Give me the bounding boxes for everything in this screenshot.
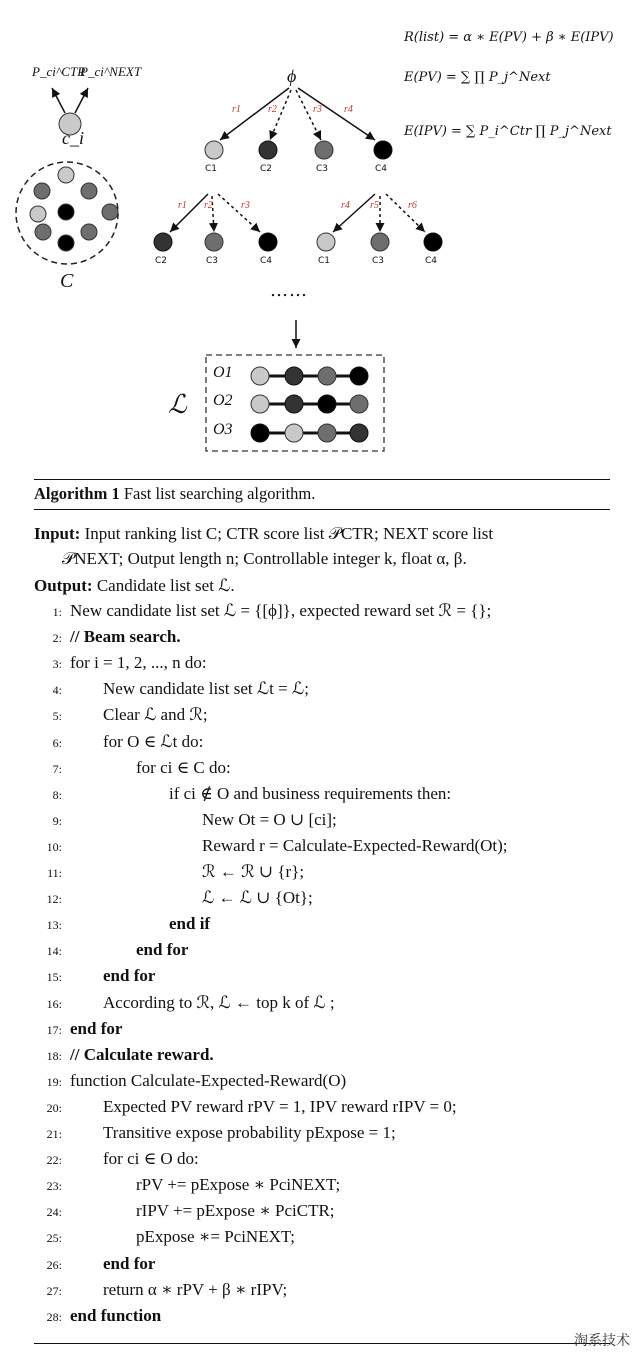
algorithm-line: [34, 1043, 214, 1067]
tree-node-l2: [371, 233, 389, 251]
line-text: Transitive expose probability pExpose = 1;: [103, 1123, 396, 1142]
input-line-2: [62, 547, 467, 571]
label-l2-c3: C3: [206, 256, 219, 266]
edge-left-r3: [218, 194, 260, 232]
line-text: According to ℛ, ℒ ← top k of ℒ ;: [103, 992, 335, 1012]
tree-node-l2: [317, 233, 335, 251]
algorithm-line: [34, 1069, 346, 1093]
edge-r3: [296, 90, 321, 140]
algorithm-line: [34, 1121, 396, 1145]
label-r2: r2: [268, 104, 277, 115]
label-c2: C2: [260, 164, 273, 174]
label-left-r1: r1: [178, 200, 187, 211]
label-o2: O2: [213, 392, 233, 409]
label-o3: O3: [213, 421, 233, 438]
line-number: 14:: [46, 944, 62, 959]
line-text: Clear ℒ and ℛ;: [103, 705, 208, 725]
row-node: [251, 395, 269, 413]
label-pctr: P_ci^CTR: [32, 64, 86, 79]
label-l2-c1: C1: [318, 256, 331, 266]
set-node: [35, 224, 51, 240]
line-text: end for: [103, 966, 156, 986]
line-number: 20:: [46, 1100, 62, 1115]
line-number: 22:: [46, 1153, 62, 1168]
line-number: 1:: [52, 605, 62, 620]
line-text: rIPV += pExpose ∗ PciCTR;: [136, 1201, 335, 1221]
algorithm-line: [34, 1252, 155, 1276]
line-number: 10:: [46, 839, 62, 854]
arrow-next: [75, 88, 88, 113]
set-node: [34, 183, 50, 199]
row-node: [350, 424, 368, 442]
algorithm-line: [34, 834, 508, 858]
line-text: function Calculate-Expected-Reward(O): [70, 1070, 347, 1090]
line-text: if ci ∉ O and business requirements then:: [169, 783, 452, 803]
algorithm-mid-rule: [34, 509, 610, 510]
line-number: 13:: [46, 918, 62, 933]
algorithm-line: [34, 703, 208, 727]
edge-right-r4: [333, 194, 375, 232]
line-text: Expected PV reward rPV = 1, IPV reward rIPV = 0;: [103, 1096, 457, 1116]
input-line-1: [34, 522, 493, 546]
line-text: end for: [70, 1018, 123, 1038]
label-l2-c4b: C4: [425, 256, 438, 266]
line-number: 7:: [52, 761, 62, 776]
tree-node-c2: [259, 141, 277, 159]
line-number: 27:: [46, 1283, 62, 1298]
set-node: [58, 167, 74, 183]
set-node: [81, 183, 97, 199]
edge-left-r1: [170, 194, 208, 232]
algorithm-line: [34, 782, 451, 806]
line-text: ℒ ← ℒ ∪ {Ot};: [202, 888, 313, 908]
set-node: [58, 235, 74, 251]
line-text: end function: [70, 1305, 162, 1325]
watermark: 淘系技术: [574, 1333, 630, 1349]
algorithm-line: [34, 808, 337, 832]
label-L: ℒ: [168, 390, 187, 419]
line-number: 26:: [46, 1257, 62, 1272]
algorithm-line: [34, 1304, 161, 1328]
input-text-1: Input ranking list C; CTR score list 𝒫CTR; NEXT score list: [84, 524, 494, 543]
tree-node-c1: [205, 141, 223, 159]
algorithm-top-rule: [34, 479, 610, 480]
label-right-r6: r6: [408, 200, 417, 211]
line-number: 2:: [52, 631, 62, 646]
line-number: 6:: [52, 735, 62, 750]
algorithm-line: [34, 860, 304, 884]
label-r1: r1: [232, 104, 241, 115]
label-left-r2: r2: [204, 200, 213, 211]
line-text: New Ot = O ∪ [ci];: [202, 809, 337, 829]
formula-eipv: E(IPV) = ∑ P_i^Ctr ∏ P_j^Next: [404, 124, 612, 139]
line-text: pExpose ∗= PciNEXT;: [136, 1227, 296, 1247]
output-text: Candidate list set ℒ.: [96, 576, 235, 595]
label-phi: ϕ: [287, 66, 297, 86]
label-l2-c3b: C3: [372, 256, 385, 266]
algorithm-title-text: Fast list searching algorithm.: [123, 484, 316, 503]
line-text: end if: [169, 914, 211, 934]
label-c1: C1: [205, 164, 218, 174]
algorithm-line: [34, 1199, 335, 1223]
label-l2-c2: C2: [155, 256, 168, 266]
line-text: return α ∗ rPV + β ∗ rIPV;: [103, 1279, 288, 1299]
set-node: [30, 206, 46, 222]
formula-reward: R(list) = α ∗ E(PV) + β ∗ E(IPV): [404, 30, 614, 45]
algorithm-line: [34, 1225, 295, 1249]
line-number: 28:: [46, 1309, 62, 1324]
line-number: 23:: [46, 1179, 62, 1194]
label-r3: r3: [313, 104, 322, 115]
row-node: [318, 395, 336, 413]
line-text: end for: [136, 940, 189, 960]
label-c3: C3: [316, 164, 329, 174]
edge-right-r6: [386, 194, 425, 232]
algorithm-title: [34, 484, 315, 504]
algorithm-bottom-rule: [34, 1343, 610, 1344]
tree-node-l2: [259, 233, 277, 251]
label-c4: C4: [375, 164, 388, 174]
line-text: Reward r = Calculate-Expected-Reward(Ot);: [202, 835, 508, 855]
tree-node-c3: [315, 141, 333, 159]
line-number: 15:: [46, 970, 62, 985]
algorithm-line: [34, 625, 181, 649]
line-text: for O ∈ ℒt do:: [103, 731, 204, 751]
edge-r4: [298, 88, 375, 140]
label-ci: c_i: [62, 128, 84, 148]
line-number: 24:: [46, 1205, 62, 1220]
line-number: 8:: [52, 787, 62, 802]
algorithm-line: [34, 651, 207, 675]
algorithm-line: [34, 756, 231, 780]
input-text-2: 𝒫NEXT; Output length n; Controllable integer k, float α, β.: [62, 549, 467, 568]
algorithm-title-bold: Algorithm 1: [34, 484, 120, 503]
row-node: [285, 395, 303, 413]
line-text: New candidate list set ℒt = ℒ;: [103, 679, 309, 699]
line-text: New candidate list set ℒ = {[ϕ]}, expected reward set ℛ = {};: [70, 601, 492, 620]
algorithm-line: [34, 677, 309, 701]
label-right-r5: r5: [370, 200, 379, 211]
row-node: [285, 424, 303, 442]
algorithm-line: [34, 599, 491, 623]
line-text: rPV += pExpose ∗ PciNEXT;: [136, 1175, 341, 1195]
line-number: 25:: [46, 1231, 62, 1246]
line-number: 11:: [47, 866, 62, 881]
label-l2-c4: C4: [260, 256, 273, 266]
set-node: [81, 224, 97, 240]
set-node: [58, 204, 74, 220]
label-r4: r4: [344, 104, 353, 115]
line-number: 3:: [52, 657, 62, 672]
algorithm-line: [34, 1095, 457, 1119]
line-text: // Calculate reward.: [70, 1044, 214, 1064]
line-text: for ci ∈ C do:: [136, 757, 231, 777]
ellipsis: ……: [270, 280, 308, 301]
set-node: [102, 204, 118, 220]
algorithm-line: [34, 964, 155, 988]
label-pnext: P_ci^NEXT: [80, 64, 142, 79]
tree-node-l2: [424, 233, 442, 251]
algorithm-line: [34, 886, 313, 910]
row-node: [251, 424, 269, 442]
line-number: 18:: [46, 1048, 62, 1063]
algorithm-line: [34, 1017, 122, 1041]
line-text: // Beam search.: [70, 627, 181, 647]
line-text: for i = 1, 2, ..., n do:: [70, 653, 207, 673]
output-label: Output:: [34, 576, 93, 595]
line-text: ℛ ← ℛ ∪ {r};: [202, 862, 305, 881]
row-node: [285, 367, 303, 385]
line-text: end for: [103, 1253, 156, 1273]
label-C: C: [60, 270, 74, 292]
row-node: [350, 395, 368, 413]
row-node: [318, 367, 336, 385]
line-number: 17:: [46, 1022, 62, 1037]
label-o1: O1: [213, 364, 233, 381]
line-number: 4:: [52, 683, 62, 698]
figure: [0, 0, 644, 470]
line-number: 12:: [46, 892, 62, 907]
line-text: for ci ∈ O do:: [103, 1149, 199, 1169]
tree-node-l2: [154, 233, 172, 251]
label-left-r3: r3: [241, 200, 250, 211]
algorithm-line: [34, 1147, 199, 1171]
line-number: 19:: [46, 1074, 62, 1089]
line-number: 5:: [52, 709, 62, 724]
row-node: [251, 367, 269, 385]
algorithm-line: [34, 912, 210, 936]
output-line: [34, 574, 235, 598]
arrow-ctr: [52, 88, 65, 113]
row-node: [350, 367, 368, 385]
input-label: Input:: [34, 524, 81, 543]
label-right-r4: r4: [341, 200, 350, 211]
algorithm-line: [34, 938, 188, 962]
edge-r1: [220, 88, 289, 140]
row-node: [318, 424, 336, 442]
algorithm-line: [34, 1278, 287, 1302]
tree-node-c4: [374, 141, 392, 159]
edge-r2: [270, 90, 291, 140]
algorithm-line: [34, 1173, 340, 1197]
algorithm-line: [34, 991, 335, 1015]
line-number: 16:: [46, 996, 62, 1011]
line-number: 9:: [52, 813, 62, 828]
formula-epv: E(PV) = ∑ ∏ P_j^Next: [404, 70, 551, 85]
line-number: 21:: [46, 1127, 62, 1142]
algorithm-line: [34, 730, 203, 754]
tree-node-l2: [205, 233, 223, 251]
